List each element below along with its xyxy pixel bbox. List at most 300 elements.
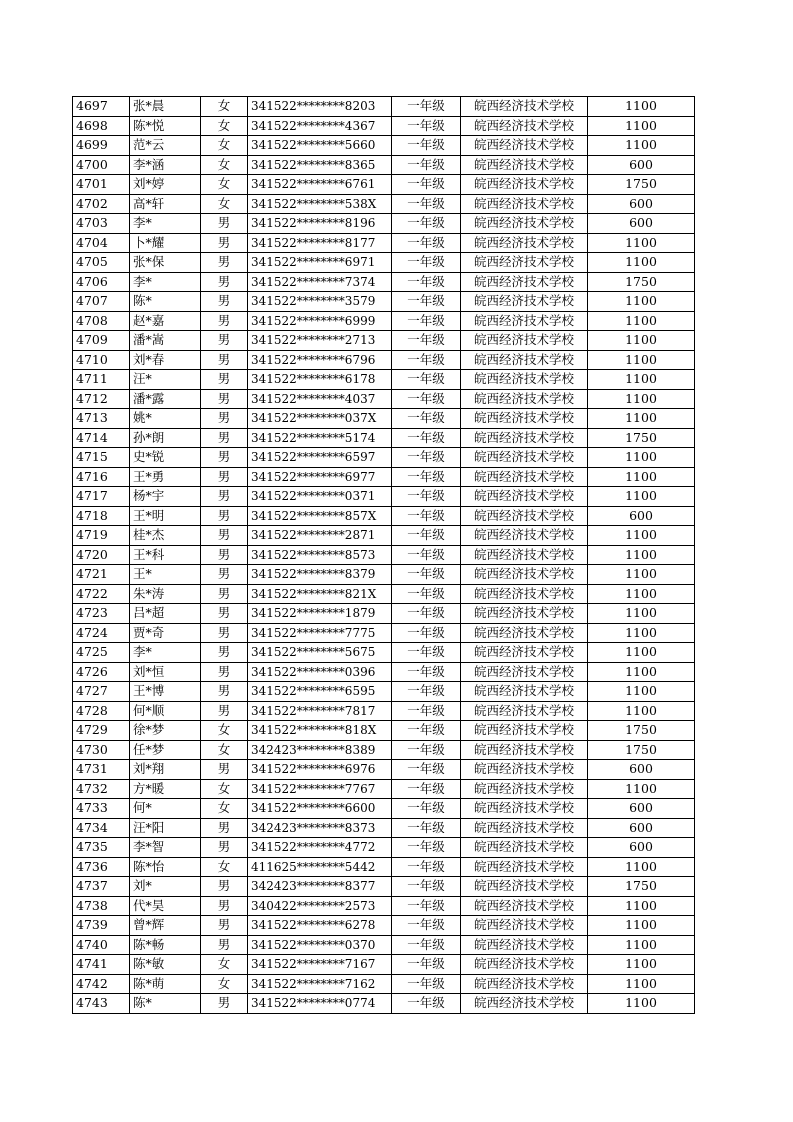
- grade-cell: 一年级: [392, 935, 461, 955]
- grade-cell: 一年级: [392, 506, 461, 526]
- school-name-cell: 皖西经济技术学校: [461, 916, 588, 936]
- table-row: [73, 370, 695, 390]
- student-name-cell: 王*: [130, 565, 201, 585]
- row-number-cell: 4717: [73, 487, 130, 507]
- row-number-cell: 4739: [73, 916, 130, 936]
- grade-cell: 一年级: [392, 350, 461, 370]
- amount-cell: 1100: [588, 487, 695, 507]
- gender-cell: 女: [201, 136, 248, 156]
- gender-cell: 女: [201, 955, 248, 975]
- gender-cell: 男: [201, 331, 248, 351]
- school-name-cell: 皖西经济技术学校: [461, 506, 588, 526]
- id-number-cell: 341522********6999: [248, 311, 392, 331]
- grade-cell: 一年级: [392, 662, 461, 682]
- table-row: [73, 233, 695, 253]
- id-number-cell: 341522********7162: [248, 974, 392, 994]
- gender-cell: 男: [201, 506, 248, 526]
- row-number-cell: 4737: [73, 877, 130, 897]
- gender-cell: 女: [201, 194, 248, 214]
- row-number-cell: 4712: [73, 389, 130, 409]
- table-row: [73, 916, 695, 936]
- row-number-cell: 4732: [73, 779, 130, 799]
- gender-cell: 男: [201, 448, 248, 468]
- table-row: [73, 526, 695, 546]
- gender-cell: 男: [201, 233, 248, 253]
- row-number-cell: 4709: [73, 331, 130, 351]
- table-row: [73, 799, 695, 819]
- table-row: [73, 838, 695, 858]
- grade-cell: 一年级: [392, 545, 461, 565]
- student-name-cell: 张*保: [130, 253, 201, 273]
- student-name-cell: 王*明: [130, 506, 201, 526]
- amount-cell: 1100: [588, 994, 695, 1014]
- gender-cell: 男: [201, 487, 248, 507]
- student-subsidy-table: [72, 96, 695, 1014]
- school-name-cell: 皖西经济技术学校: [461, 292, 588, 312]
- gender-cell: 男: [201, 292, 248, 312]
- amount-cell: 1100: [588, 779, 695, 799]
- student-name-cell: 李*: [130, 272, 201, 292]
- id-number-cell: 342423********8389: [248, 740, 392, 760]
- amount-cell: 1100: [588, 682, 695, 702]
- amount-cell: 1750: [588, 740, 695, 760]
- amount-cell: 1100: [588, 604, 695, 624]
- student-name-cell: 李*智: [130, 838, 201, 858]
- row-number-cell: 4741: [73, 955, 130, 975]
- amount-cell: 1100: [588, 350, 695, 370]
- row-number-cell: 4702: [73, 194, 130, 214]
- grade-cell: 一年级: [392, 233, 461, 253]
- id-number-cell: 341522********818X: [248, 721, 392, 741]
- gender-cell: 男: [201, 896, 248, 916]
- school-name-cell: 皖西经济技术学校: [461, 409, 588, 429]
- gender-cell: 男: [201, 214, 248, 234]
- row-number-cell: 4733: [73, 799, 130, 819]
- student-name-cell: 汪*阳: [130, 818, 201, 838]
- amount-cell: 1100: [588, 974, 695, 994]
- row-number-cell: 4705: [73, 253, 130, 273]
- school-name-cell: 皖西经济技术学校: [461, 994, 588, 1014]
- id-number-cell: 341522********037X: [248, 409, 392, 429]
- amount-cell: 1100: [588, 311, 695, 331]
- student-name-cell: 卜*耀: [130, 233, 201, 253]
- student-name-cell: 王*勇: [130, 467, 201, 487]
- gender-cell: 男: [201, 682, 248, 702]
- id-number-cell: 340422********2573: [248, 896, 392, 916]
- id-number-cell: 341522********6595: [248, 682, 392, 702]
- id-number-cell: 341522********538X: [248, 194, 392, 214]
- grade-cell: 一年级: [392, 818, 461, 838]
- id-number-cell: 341522********7167: [248, 955, 392, 975]
- student-name-cell: 李*: [130, 214, 201, 234]
- table-row: [73, 428, 695, 448]
- table-row: [73, 935, 695, 955]
- school-name-cell: 皖西经济技术学校: [461, 604, 588, 624]
- school-name-cell: 皖西经济技术学校: [461, 740, 588, 760]
- school-name-cell: 皖西经济技术学校: [461, 838, 588, 858]
- amount-cell: 600: [588, 506, 695, 526]
- row-number-cell: 4719: [73, 526, 130, 546]
- table-row: [73, 311, 695, 331]
- school-name-cell: 皖西经济技术学校: [461, 760, 588, 780]
- student-name-cell: 史*锐: [130, 448, 201, 468]
- grade-cell: 一年级: [392, 584, 461, 604]
- amount-cell: 1100: [588, 701, 695, 721]
- table-row: [73, 662, 695, 682]
- grade-cell: 一年级: [392, 857, 461, 877]
- amount-cell: 1100: [588, 467, 695, 487]
- row-number-cell: 4703: [73, 214, 130, 234]
- row-number-cell: 4714: [73, 428, 130, 448]
- gender-cell: 男: [201, 760, 248, 780]
- gender-cell: 男: [201, 526, 248, 546]
- grade-cell: 一年级: [392, 97, 461, 117]
- id-number-cell: 341522********3579: [248, 292, 392, 312]
- row-number-cell: 4699: [73, 136, 130, 156]
- student-name-cell: 桂*杰: [130, 526, 201, 546]
- grade-cell: 一年级: [392, 370, 461, 390]
- row-number-cell: 4720: [73, 545, 130, 565]
- amount-cell: 1100: [588, 116, 695, 136]
- school-name-cell: 皖西经济技术学校: [461, 175, 588, 195]
- table-row: [73, 272, 695, 292]
- student-name-cell: 姚*: [130, 409, 201, 429]
- amount-cell: 1100: [588, 896, 695, 916]
- table-row: [73, 116, 695, 136]
- school-name-cell: 皖西经济技术学校: [461, 331, 588, 351]
- grade-cell: 一年级: [392, 838, 461, 858]
- table-row: [73, 779, 695, 799]
- gender-cell: 男: [201, 409, 248, 429]
- gender-cell: 女: [201, 799, 248, 819]
- row-number-cell: 4704: [73, 233, 130, 253]
- table-row: [73, 545, 695, 565]
- table-row: [73, 604, 695, 624]
- table-row: [73, 994, 695, 1014]
- table-row: [73, 487, 695, 507]
- gender-cell: 女: [201, 779, 248, 799]
- id-number-cell: 341522********821X: [248, 584, 392, 604]
- school-name-cell: 皖西经济技术学校: [461, 779, 588, 799]
- id-number-cell: 341522********0774: [248, 994, 392, 1014]
- id-number-cell: 342423********8377: [248, 877, 392, 897]
- student-name-cell: 何*: [130, 799, 201, 819]
- school-name-cell: 皖西经济技术学校: [461, 428, 588, 448]
- grade-cell: 一年级: [392, 682, 461, 702]
- grade-cell: 一年级: [392, 740, 461, 760]
- grade-cell: 一年级: [392, 974, 461, 994]
- row-number-cell: 4710: [73, 350, 130, 370]
- school-name-cell: 皖西经济技术学校: [461, 370, 588, 390]
- grade-cell: 一年级: [392, 389, 461, 409]
- grade-cell: 一年级: [392, 292, 461, 312]
- grade-cell: 一年级: [392, 565, 461, 585]
- school-name-cell: 皖西经济技术学校: [461, 818, 588, 838]
- table-row: [73, 175, 695, 195]
- student-name-cell: 刘*翔: [130, 760, 201, 780]
- table-row: [73, 155, 695, 175]
- id-number-cell: 341522********2713: [248, 331, 392, 351]
- gender-cell: 男: [201, 623, 248, 643]
- amount-cell: 1100: [588, 935, 695, 955]
- id-number-cell: 341522********0396: [248, 662, 392, 682]
- table-row: [73, 506, 695, 526]
- student-name-cell: 张*晨: [130, 97, 201, 117]
- school-name-cell: 皖西经济技术学校: [461, 136, 588, 156]
- table-row: [73, 253, 695, 273]
- id-number-cell: 341522********7767: [248, 779, 392, 799]
- grade-cell: 一年级: [392, 214, 461, 234]
- amount-cell: 600: [588, 214, 695, 234]
- student-name-cell: 何*顺: [130, 701, 201, 721]
- amount-cell: 600: [588, 838, 695, 858]
- student-name-cell: 刘*恒: [130, 662, 201, 682]
- student-name-cell: 刘*春: [130, 350, 201, 370]
- table-row: [73, 896, 695, 916]
- gender-cell: 男: [201, 662, 248, 682]
- grade-cell: 一年级: [392, 467, 461, 487]
- id-number-cell: 341522********0371: [248, 487, 392, 507]
- amount-cell: 1100: [588, 643, 695, 663]
- table-row: [73, 818, 695, 838]
- row-number-cell: 4736: [73, 857, 130, 877]
- id-number-cell: 341522********4367: [248, 116, 392, 136]
- id-number-cell: 341522********8379: [248, 565, 392, 585]
- amount-cell: 1100: [588, 662, 695, 682]
- grade-cell: 一年级: [392, 194, 461, 214]
- gender-cell: 男: [201, 604, 248, 624]
- school-name-cell: 皖西经济技术学校: [461, 467, 588, 487]
- id-number-cell: 341522********1879: [248, 604, 392, 624]
- row-number-cell: 4722: [73, 584, 130, 604]
- id-number-cell: 341522********6976: [248, 760, 392, 780]
- amount-cell: 1100: [588, 97, 695, 117]
- school-name-cell: 皖西经济技术学校: [461, 350, 588, 370]
- grade-cell: 一年级: [392, 116, 461, 136]
- school-name-cell: 皖西经济技术学校: [461, 643, 588, 663]
- gender-cell: 男: [201, 272, 248, 292]
- row-number-cell: 4718: [73, 506, 130, 526]
- row-number-cell: 4724: [73, 623, 130, 643]
- grade-cell: 一年级: [392, 136, 461, 156]
- student-name-cell: 陈*畅: [130, 935, 201, 955]
- id-number-cell: 341522********8196: [248, 214, 392, 234]
- row-number-cell: 4713: [73, 409, 130, 429]
- grade-cell: 一年级: [392, 448, 461, 468]
- gender-cell: 女: [201, 116, 248, 136]
- amount-cell: 1750: [588, 272, 695, 292]
- school-name-cell: 皖西经济技术学校: [461, 584, 588, 604]
- school-name-cell: 皖西经济技术学校: [461, 545, 588, 565]
- table-row: [73, 350, 695, 370]
- gender-cell: 男: [201, 370, 248, 390]
- school-name-cell: 皖西经济技术学校: [461, 116, 588, 136]
- student-name-cell: 任*梦: [130, 740, 201, 760]
- amount-cell: 1100: [588, 955, 695, 975]
- student-name-cell: 代*昊: [130, 896, 201, 916]
- gender-cell: 女: [201, 155, 248, 175]
- student-name-cell: 李*涵: [130, 155, 201, 175]
- gender-cell: 男: [201, 428, 248, 448]
- row-number-cell: 4723: [73, 604, 130, 624]
- school-name-cell: 皖西经济技术学校: [461, 389, 588, 409]
- school-name-cell: 皖西经济技术学校: [461, 487, 588, 507]
- school-name-cell: 皖西经济技术学校: [461, 896, 588, 916]
- school-name-cell: 皖西经济技术学校: [461, 974, 588, 994]
- amount-cell: 600: [588, 760, 695, 780]
- row-number-cell: 4729: [73, 721, 130, 741]
- student-name-cell: 吕*超: [130, 604, 201, 624]
- school-name-cell: 皖西经济技术学校: [461, 857, 588, 877]
- amount-cell: 1100: [588, 565, 695, 585]
- school-name-cell: 皖西经济技术学校: [461, 877, 588, 897]
- id-number-cell: 341522********7775: [248, 623, 392, 643]
- table-row: [73, 682, 695, 702]
- row-number-cell: 4697: [73, 97, 130, 117]
- student-name-cell: 刘*婷: [130, 175, 201, 195]
- row-number-cell: 4706: [73, 272, 130, 292]
- row-number-cell: 4711: [73, 370, 130, 390]
- student-name-cell: 孙*朗: [130, 428, 201, 448]
- id-number-cell: 341522********6796: [248, 350, 392, 370]
- student-name-cell: 陈*萌: [130, 974, 201, 994]
- row-number-cell: 4726: [73, 662, 130, 682]
- row-number-cell: 4721: [73, 565, 130, 585]
- grade-cell: 一年级: [392, 428, 461, 448]
- table-row: [73, 565, 695, 585]
- table-row: [73, 623, 695, 643]
- gender-cell: 男: [201, 389, 248, 409]
- table-row: [73, 721, 695, 741]
- id-number-cell: 341522********5174: [248, 428, 392, 448]
- student-name-cell: 汪*: [130, 370, 201, 390]
- amount-cell: 1750: [588, 721, 695, 741]
- student-name-cell: 贾*奇: [130, 623, 201, 643]
- grade-cell: 一年级: [392, 779, 461, 799]
- id-number-cell: 341522********6178: [248, 370, 392, 390]
- grade-cell: 一年级: [392, 994, 461, 1014]
- id-number-cell: 341522********6977: [248, 467, 392, 487]
- gender-cell: 男: [201, 545, 248, 565]
- gender-cell: 女: [201, 721, 248, 741]
- amount-cell: 600: [588, 818, 695, 838]
- amount-cell: 600: [588, 155, 695, 175]
- amount-cell: 1750: [588, 877, 695, 897]
- student-name-cell: 陈*: [130, 292, 201, 312]
- student-name-cell: 潘*嵩: [130, 331, 201, 351]
- row-number-cell: 4727: [73, 682, 130, 702]
- amount-cell: 1100: [588, 370, 695, 390]
- amount-cell: 1100: [588, 526, 695, 546]
- student-name-cell: 王*博: [130, 682, 201, 702]
- row-number-cell: 4728: [73, 701, 130, 721]
- gender-cell: 男: [201, 935, 248, 955]
- table-row: [73, 877, 695, 897]
- amount-cell: 1100: [588, 448, 695, 468]
- id-number-cell: 341522********857X: [248, 506, 392, 526]
- table-row: [73, 97, 695, 117]
- id-number-cell: 341522********6971: [248, 253, 392, 273]
- amount-cell: 1100: [588, 545, 695, 565]
- school-name-cell: 皖西经济技术学校: [461, 311, 588, 331]
- row-number-cell: 4735: [73, 838, 130, 858]
- student-name-cell: 方*暖: [130, 779, 201, 799]
- student-name-cell: 范*云: [130, 136, 201, 156]
- grade-cell: 一年级: [392, 487, 461, 507]
- amount-cell: 1100: [588, 409, 695, 429]
- student-name-cell: 陈*悦: [130, 116, 201, 136]
- grade-cell: 一年级: [392, 916, 461, 936]
- grade-cell: 一年级: [392, 799, 461, 819]
- school-name-cell: 皖西经济技术学校: [461, 526, 588, 546]
- student-name-cell: 陈*怡: [130, 857, 201, 877]
- grade-cell: 一年级: [392, 701, 461, 721]
- school-name-cell: 皖西经济技术学校: [461, 565, 588, 585]
- amount-cell: 1750: [588, 175, 695, 195]
- gender-cell: 女: [201, 97, 248, 117]
- amount-cell: 1100: [588, 916, 695, 936]
- amount-cell: 1100: [588, 331, 695, 351]
- table-row: [73, 448, 695, 468]
- grade-cell: 一年级: [392, 526, 461, 546]
- table-row: [73, 292, 695, 312]
- table-row: [73, 331, 695, 351]
- grade-cell: 一年级: [392, 955, 461, 975]
- id-number-cell: 341522********6600: [248, 799, 392, 819]
- grade-cell: 一年级: [392, 623, 461, 643]
- grade-cell: 一年级: [392, 604, 461, 624]
- id-number-cell: 341522********7817: [248, 701, 392, 721]
- id-number-cell: 341522********6761: [248, 175, 392, 195]
- row-number-cell: 4701: [73, 175, 130, 195]
- amount-cell: 1100: [588, 584, 695, 604]
- amount-cell: 1750: [588, 428, 695, 448]
- school-name-cell: 皖西经济技术学校: [461, 233, 588, 253]
- amount-cell: 1100: [588, 623, 695, 643]
- table-row: [73, 389, 695, 409]
- student-name-cell: 王*科: [130, 545, 201, 565]
- gender-cell: 女: [201, 175, 248, 195]
- student-name-cell: 曾*辉: [130, 916, 201, 936]
- amount-cell: 1100: [588, 857, 695, 877]
- id-number-cell: 341522********8573: [248, 545, 392, 565]
- row-number-cell: 4738: [73, 896, 130, 916]
- table-row: [73, 136, 695, 156]
- school-name-cell: 皖西经济技术学校: [461, 623, 588, 643]
- row-number-cell: 4740: [73, 935, 130, 955]
- row-number-cell: 4742: [73, 974, 130, 994]
- gender-cell: 男: [201, 311, 248, 331]
- id-number-cell: 411625********5442: [248, 857, 392, 877]
- grade-cell: 一年级: [392, 896, 461, 916]
- school-name-cell: 皖西经济技术学校: [461, 682, 588, 702]
- amount-cell: 1100: [588, 233, 695, 253]
- school-name-cell: 皖西经济技术学校: [461, 701, 588, 721]
- amount-cell: 600: [588, 799, 695, 819]
- id-number-cell: 341522********4772: [248, 838, 392, 858]
- table-row: [73, 701, 695, 721]
- table-row: [73, 214, 695, 234]
- row-number-cell: 4731: [73, 760, 130, 780]
- row-number-cell: 4725: [73, 643, 130, 663]
- table-row: [73, 643, 695, 663]
- id-number-cell: 341522********7374: [248, 272, 392, 292]
- school-name-cell: 皖西经济技术学校: [461, 253, 588, 273]
- row-number-cell: 4743: [73, 994, 130, 1014]
- row-number-cell: 4716: [73, 467, 130, 487]
- table-row: [73, 467, 695, 487]
- grade-cell: 一年级: [392, 272, 461, 292]
